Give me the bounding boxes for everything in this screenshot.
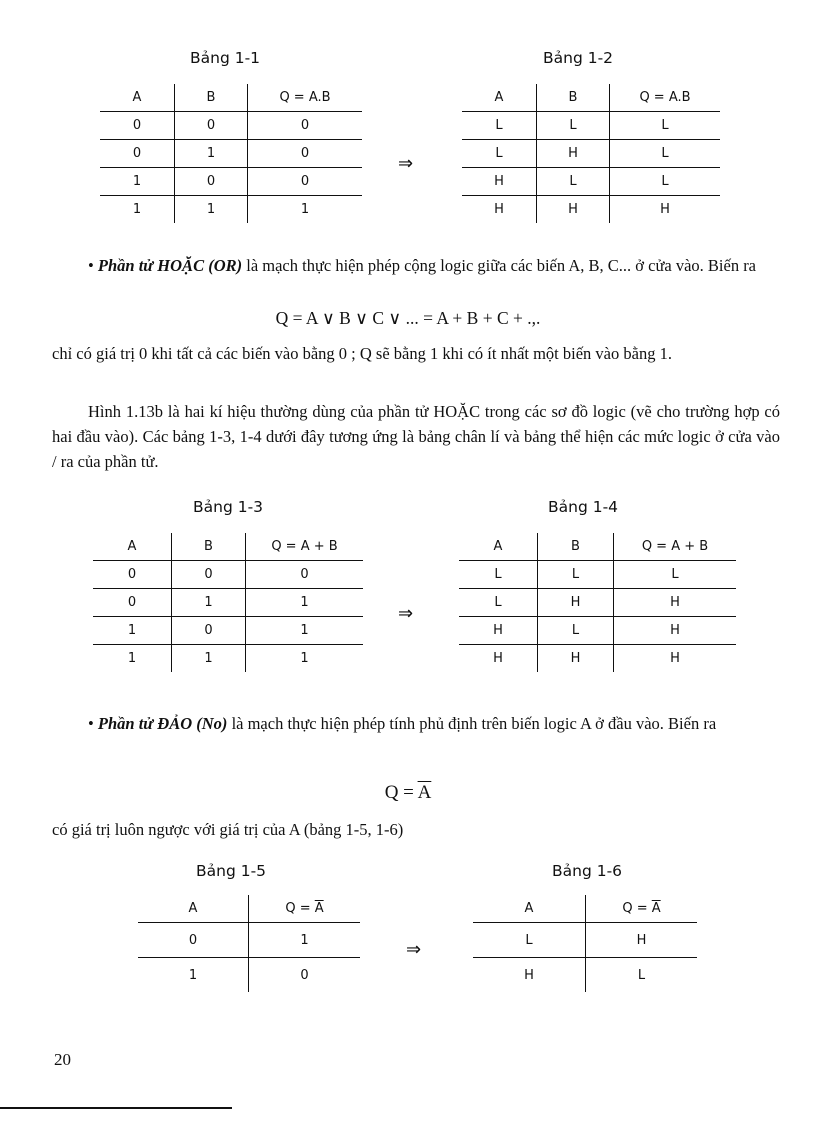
table-cell: 1 <box>249 923 361 958</box>
header-cell: A <box>138 895 249 923</box>
not-gate-description: là mạch thực hiện phép tính phủ định trên biến logic A ở đầu vào. Biến ra <box>227 714 717 733</box>
table-cell: 1 <box>175 196 248 224</box>
table-cell: 1 <box>172 589 246 617</box>
table-cell: 0 <box>100 140 175 168</box>
table-header-row <box>462 84 720 112</box>
table-1-6 <box>473 895 697 992</box>
implies-arrow: ⇒ <box>406 939 422 960</box>
table-cell: 1 <box>246 617 364 645</box>
header-cell-overline-var: $\overline{A}$ <box>651 901 661 916</box>
header-cell: A <box>473 895 586 923</box>
table-header-row <box>93 533 363 561</box>
table-cell: 0 <box>93 561 172 589</box>
header-cell: Q = A.B <box>610 84 721 112</box>
table-cell: 0 <box>100 112 175 140</box>
table-cell: L <box>459 561 538 589</box>
header-cell: A <box>100 84 175 112</box>
table-cell: 0 <box>248 112 363 140</box>
table-1-3-caption: Bảng 1-3 <box>193 498 264 516</box>
table-cell: L <box>462 140 537 168</box>
table-row <box>462 168 720 196</box>
table-cell: 1 <box>93 617 172 645</box>
or-gate-explanation: chỉ có giá trị 0 khi tất cả các biến vào bằng 0 ; Q sẽ bằng 1 khi có ít nhất một biến vào bằng 1. <box>52 344 672 363</box>
header-cell: Q = A + B <box>246 533 364 561</box>
not-formula-prefix: Q = <box>384 782 418 803</box>
table-row <box>93 617 363 645</box>
table-1-4-caption: Bảng 1-4 <box>548 498 619 516</box>
table-1-1 <box>100 84 362 223</box>
table-1-1-caption: Bảng 1-1 <box>190 49 261 67</box>
table-1-6-caption: Bảng 1-6 <box>552 862 623 880</box>
table-row <box>473 958 697 993</box>
table-cell: H <box>473 958 586 993</box>
page-number: 20 <box>54 1050 71 1069</box>
header-cell: B <box>537 84 610 112</box>
header-cell: B <box>175 84 248 112</box>
table-cell: 0 <box>246 561 364 589</box>
table-header-row <box>473 895 697 923</box>
table-row <box>93 645 363 673</box>
table-cell: 1 <box>300 651 309 666</box>
table-cell: H <box>614 617 737 645</box>
table-cell: 0 <box>175 168 248 196</box>
table-row <box>459 617 736 645</box>
implies-arrow: ⇒ <box>398 603 414 624</box>
table-header-row <box>459 533 736 561</box>
table-row <box>459 589 736 617</box>
or-gate-figure-paragraph: Hình 1.13b là hai kí hiệu thường dùng của phần tử HOẶC trong các sơ đồ logic (vẽ cho trường hợp có hai đầu vào). Các bảng 1-3, 1-4 dưới đây tương ứng là bảng chân lí và bảng thể hiện các mức logic ở cửa vào / ra của phần tử. <box>52 402 780 471</box>
not-gate-explanation: có giá trị luôn ngược với giá trị của A (bảng 1-5, 1-6) <box>52 820 404 839</box>
table-1-2 <box>462 84 720 223</box>
table-row <box>100 168 362 196</box>
table-cell: 1 <box>172 645 246 673</box>
table-cell: 0 <box>248 140 363 168</box>
header-cell <box>586 895 698 923</box>
table-cell: H <box>462 168 537 196</box>
header-cell: A <box>459 533 538 561</box>
header-cell: Q = A + B <box>614 533 737 561</box>
table-header-row <box>100 84 362 112</box>
table-cell: H <box>614 589 737 617</box>
table-cell: L <box>459 589 538 617</box>
table-cell: L <box>537 168 610 196</box>
table-cell: L <box>637 967 646 983</box>
header-cell: B <box>538 533 614 561</box>
table-cell: H <box>538 589 614 617</box>
table-cell: 1 <box>300 202 310 217</box>
table-cell: H <box>537 196 610 224</box>
table-1-4 <box>459 533 736 672</box>
table-cell: L <box>538 561 614 589</box>
table-cell: 0 <box>172 561 246 589</box>
not-formula-variable: $\overline{A}$ <box>417 782 432 803</box>
bullet: • <box>88 714 94 733</box>
table-1-5-caption: Bảng 1-5 <box>196 862 267 880</box>
table-row <box>459 645 736 673</box>
table-row <box>459 561 736 589</box>
not-gate-paragraph <box>52 711 780 736</box>
table-cell: 1 <box>93 645 172 673</box>
table-cell: L <box>537 112 610 140</box>
table-row <box>93 589 363 617</box>
not-formula <box>0 782 816 804</box>
table-cell: 1 <box>175 140 248 168</box>
table-cell: L <box>610 168 721 196</box>
bullet: • <box>88 256 94 275</box>
implies-arrow: ⇒ <box>398 153 414 174</box>
table-cell: L <box>538 617 614 645</box>
header-cell-prefix: Q = <box>285 901 315 916</box>
table-cell: H <box>459 645 538 673</box>
table-cell: 0 <box>175 112 248 140</box>
table-cell: L <box>462 112 537 140</box>
table-row <box>462 196 720 224</box>
table-row <box>100 112 362 140</box>
header-cell-overline-var: $\overline{A}$ <box>314 901 324 916</box>
table-cell: L <box>473 923 586 958</box>
table-cell: 1 <box>100 196 175 224</box>
header-cell-prefix: Q = <box>622 901 652 916</box>
header-cell: A <box>462 84 537 112</box>
table-cell: 0 <box>300 967 309 983</box>
table-cell: H <box>660 202 670 217</box>
table-row <box>473 923 697 958</box>
table-cell: 0 <box>138 923 249 958</box>
or-formula: Q = A ∨ B ∨ C ∨ ... = A + B + C + .,. <box>275 308 541 328</box>
table-row <box>138 923 360 958</box>
table-cell: 1 <box>246 589 364 617</box>
table-cell: 0 <box>248 168 363 196</box>
header-cell: Q = A.B <box>248 84 363 112</box>
not-gate-term: Phần tử ĐẢO (No) <box>97 714 228 733</box>
table-cell: 1 <box>100 168 175 196</box>
header-cell: A <box>93 533 172 561</box>
table-row <box>100 140 362 168</box>
table-cell: L <box>610 112 721 140</box>
table-cell: L <box>610 140 721 168</box>
table-cell: H <box>462 196 537 224</box>
table-1-2-caption: Bảng 1-2 <box>543 49 614 67</box>
table-1-5 <box>138 895 360 992</box>
table-cell: 0 <box>172 617 246 645</box>
table-cell: L <box>614 561 737 589</box>
or-gate-paragraph <box>52 253 780 278</box>
table-cell: H <box>537 140 610 168</box>
table-row <box>93 561 363 589</box>
header-cell: B <box>172 533 246 561</box>
table-1-3 <box>93 533 363 672</box>
table-cell: 0 <box>93 589 172 617</box>
table-row <box>100 196 362 224</box>
table-row <box>462 112 720 140</box>
footer-rule <box>0 1107 232 1109</box>
table-cell: H <box>670 651 680 666</box>
or-gate-term: Phần tử HOẶC (OR) <box>97 256 243 275</box>
or-gate-description: là mạch thực hiện phép cộng logic giữa các biến A, B, C... ở cửa vào. Biến ra <box>242 256 757 275</box>
header-cell <box>249 895 361 923</box>
table-header-row <box>138 895 360 923</box>
table-row <box>462 140 720 168</box>
table-row <box>138 958 360 993</box>
table-cell: H <box>538 645 614 673</box>
table-cell: H <box>459 617 538 645</box>
table-cell: 1 <box>138 958 249 993</box>
table-cell: H <box>586 923 698 958</box>
